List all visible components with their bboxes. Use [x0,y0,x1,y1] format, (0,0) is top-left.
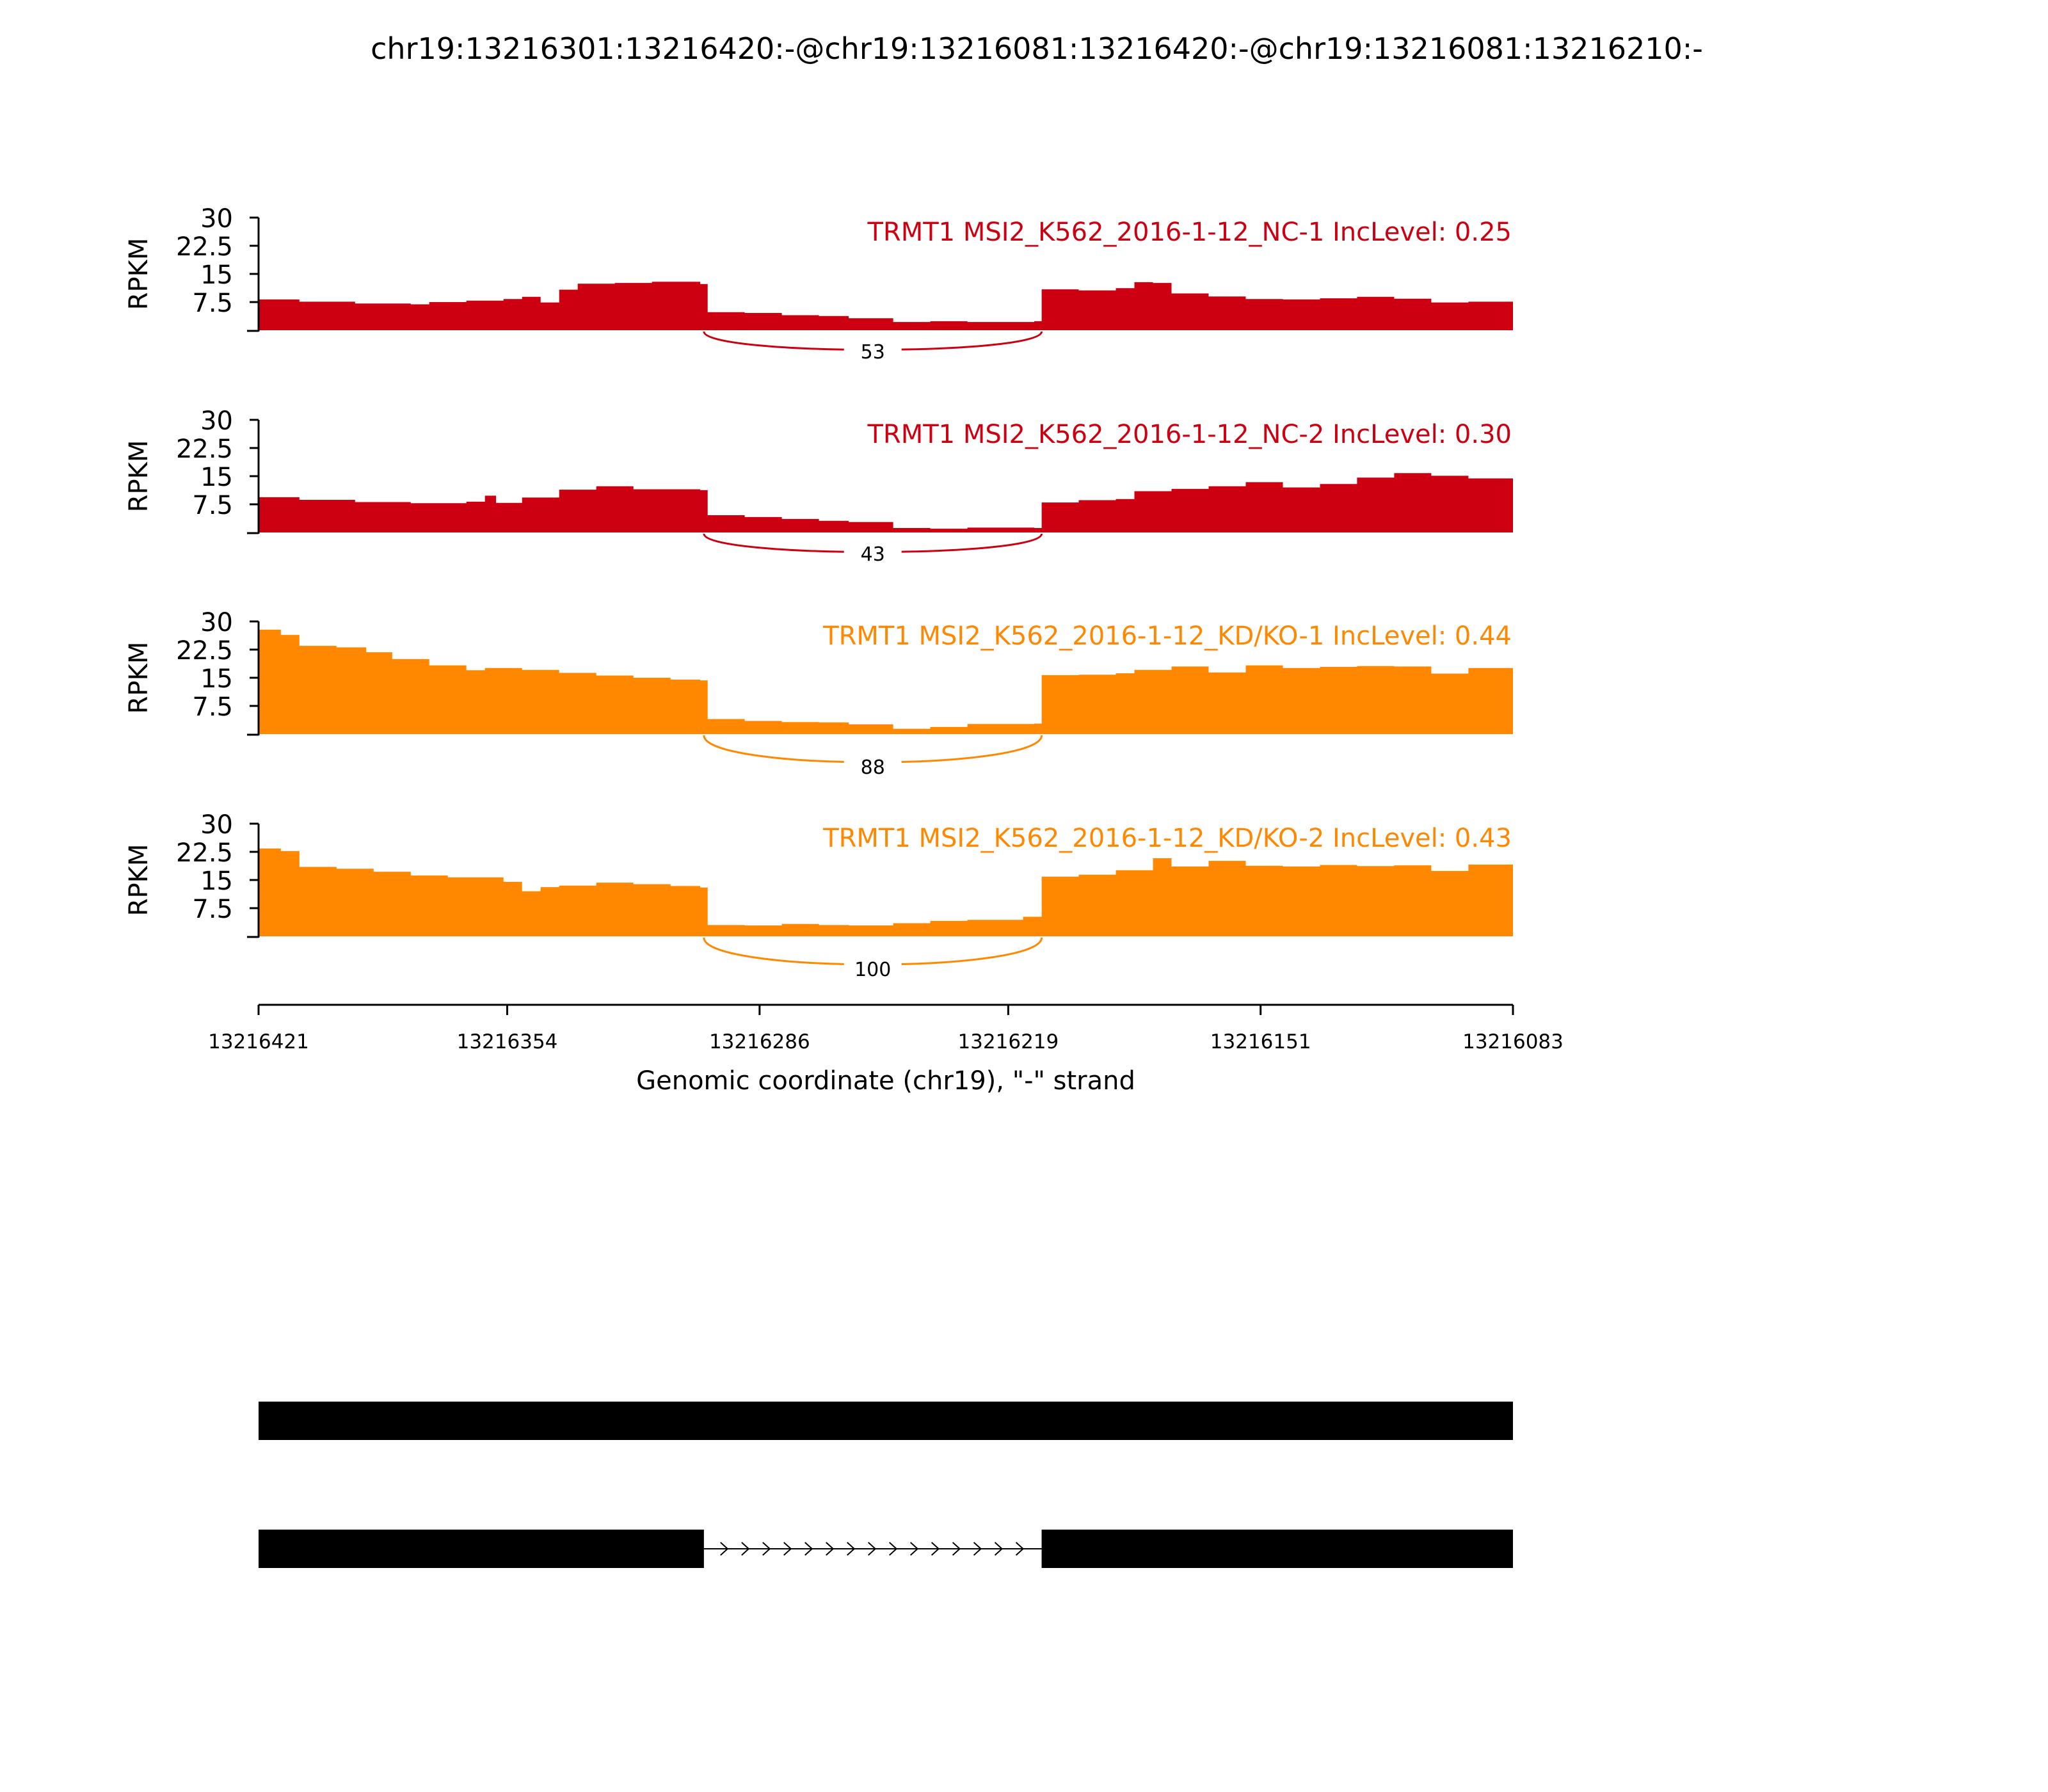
y-axis-label: RPKM [124,440,154,513]
exon-block [1042,1530,1513,1568]
y-tick-label: 30 [200,608,233,637]
sample-label: TRMT1 MSI2_K562_2016-1-12_NC-2 IncLevel: 0.30 [867,420,1512,449]
x-tick-label: 13216286 [708,1030,810,1053]
y-tick-label: 22.5 [175,838,233,868]
y-tick-label: 22.5 [175,636,233,666]
y-tick-label: 30 [200,810,233,840]
junction-count: 100 [854,959,892,981]
y-tick-label: 7.5 [192,491,233,520]
y-tick-label: 15 [200,463,233,492]
junction-count: 88 [860,756,885,779]
isoform-track [259,1402,1513,1568]
sample-label: TRMT1 MSI2_K562_2016-1-12_KD/KO-1 IncLevel: 0.44 [823,621,1512,651]
junction-count: 43 [860,543,885,566]
y-tick-label: 22.5 [175,435,233,464]
coverage-area [259,849,1513,936]
y-tick-label: 7.5 [192,895,233,924]
coverage-panel [124,406,1513,566]
sample-label: TRMT1 MSI2_K562_2016-1-12_NC-1 IncLevel: 0.25 [867,218,1512,247]
coverage-panels [124,204,1513,981]
y-axis-label: RPKM [124,641,154,714]
y-tick-label: 7.5 [192,692,233,722]
x-tick-label: 13216083 [1462,1030,1564,1053]
coverage-area [259,473,1513,532]
x-tick-label: 13216219 [957,1030,1059,1053]
x-tick-label: 13216151 [1210,1030,1311,1053]
y-tick-label: 30 [200,204,233,234]
isoform [259,1402,1513,1440]
exon-block [259,1402,1513,1440]
y-tick-label: 15 [200,867,233,896]
x-axis-label: Genomic coordinate (chr19), "-" strand [636,1066,1135,1096]
exon-block [259,1530,704,1568]
isoform [259,1530,1513,1568]
coverage-panel [124,204,1513,364]
junction-count: 53 [860,341,885,364]
x-tick-label: 13216354 [456,1030,558,1053]
y-axis-label: RPKM [124,237,154,310]
y-tick-label: 15 [200,664,233,694]
y-tick-label: 7.5 [192,289,233,318]
x-tick-label: 13216421 [208,1030,309,1053]
y-tick-label: 30 [200,406,233,436]
coverage-area [259,282,1513,330]
y-tick-label: 22.5 [175,232,233,262]
x-axis [208,1005,1564,1096]
coverage-panel [124,608,1513,779]
sample-label: TRMT1 MSI2_K562_2016-1-12_KD/KO-2 IncLevel: 0.43 [823,824,1512,853]
coverage-panel [124,810,1513,981]
y-axis-label: RPKM [124,844,154,916]
y-tick-label: 15 [200,260,233,290]
figure-title: chr19:13216301:13216420:-@chr19:13216081:13216420:-@chr19:13216081:13216210:- [371,31,1703,66]
